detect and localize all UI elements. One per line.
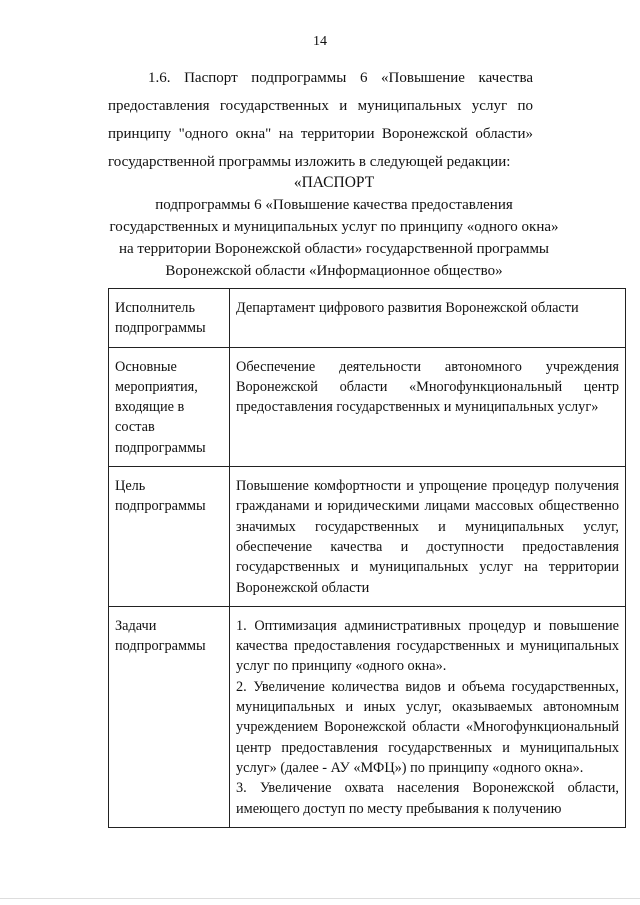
passport-title: «ПАСПОРТ [293,174,375,191]
passport-heading [108,172,560,282]
table-row [109,347,626,466]
task-item: 1. Оптимизация административных процедур и повышение качества предоставления государственных и муниципальных услуг по принципу «одного окна». [236,617,619,675]
row-label: Исполнитель подпрограммы [109,289,230,348]
task-item: 3. Увеличение охвата населения Воронежской области, имеющего доступ по месту пребывания к получению [236,780,619,817]
table-row [109,606,626,827]
page-number: 14 [313,34,327,49]
page-bottom-edge [0,898,640,899]
row-value: Департамент цифрового развития Воронежской области [230,289,626,348]
row-value: Обеспечение деятельности автономного учреждения Воронежской области «Многофункциональный центр предоставления государственных и муниципальных услуг» [230,347,626,466]
intro-text: 1.6. Паспорт подпрограммы 6 «Повышение качества предоставления государственных и муниципальных услуг по принципу "одного окна" на территории Воронежской области» государственной программы изложить в следующей редакции: [108,70,533,170]
table-row [109,289,626,348]
task-item: 2. Увеличение количества видов и объема государственных, муниципальных и иных услуг, оказываемых автономным учреждением Воронежской области «Многофункциональный центр предоставления государственных и муниципальных услуг» (далее - АУ «МФЦ») по принципу «одного окна». [236,678,619,776]
intro-paragraph [108,64,533,176]
passport-subtitle: подпрограммы 6 «Повышение качества предоставления государственных и муниципальных услуг по принципу «одного окна» на территории Воронежской области» государственной программы Воронежской области «Информационное общество» [109,197,559,279]
row-value: Повышение комфортности и упрощение процедур получения гражданами и юридическими лицами массовых общественно значимых государственных и муниципальных услуг, обеспечение качества и доступности предоставления государственных и муниципальных услуг на территории Воронежской области [230,467,626,607]
passport-table [108,288,626,828]
row-label: Основные мероприятия, входящие в состав подпрограммы [109,347,230,466]
table-row [109,467,626,607]
row-label: Задачи подпрограммы [109,606,230,827]
row-label: Цель подпрограммы [109,467,230,607]
row-value [230,606,626,827]
